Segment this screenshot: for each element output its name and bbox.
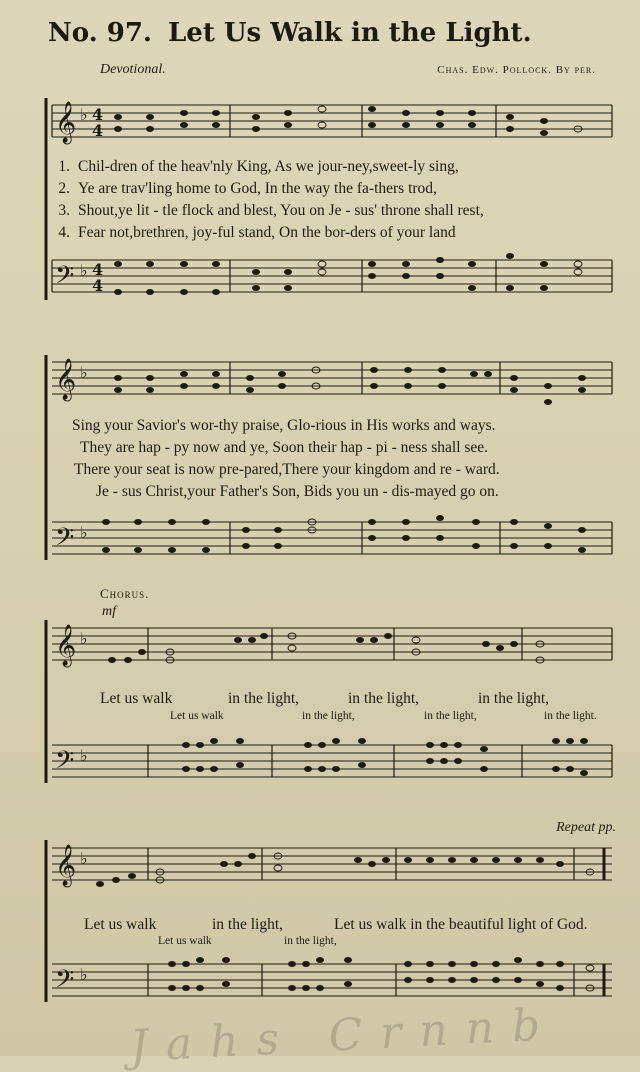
staff-treble-3 (52, 628, 612, 660)
treble-clef-icon: 𝄞 (55, 625, 77, 666)
svg-text:4: 4 (92, 276, 104, 295)
svg-text:4: 4 (92, 121, 104, 140)
bass-clef-icon: 𝄢 (55, 523, 75, 558)
verse-4-line-1: 4. Fear not,brethren, joy-ful stand, On the bor-ders of your land (58, 224, 456, 241)
hymn-number: No. 97. (48, 18, 152, 48)
chorus-lyric: in the light, (348, 690, 420, 707)
hymn-title: Let Us Walk in the Light. (168, 18, 532, 48)
verse-3-line-1: 3. Shout,ye lit - tle flock and blest, You on Je - sus' throne shall rest, (58, 202, 484, 219)
dynamic-mark: mf (102, 604, 116, 619)
svg-text:♭: ♭ (80, 849, 88, 868)
chorus-lyric: Let us walk (100, 690, 173, 707)
svg-text:4: 4 (92, 105, 104, 124)
chorus-lyric: Let us walk in the beautiful light of God. (334, 916, 588, 933)
treble-clef-icon: 𝄞 (55, 359, 77, 400)
svg-text:♭: ♭ (80, 523, 88, 542)
svg-text:♭: ♭ (80, 746, 88, 765)
repeat-instruction: Repeat pp. (556, 820, 616, 835)
chorus-bass-lyric: in the light, (424, 710, 477, 722)
chorus-lyric: in the light, (212, 916, 284, 933)
svg-text:♭: ♭ (80, 105, 88, 124)
verse-4-line-2: Je - sus Christ,your Father's Son, Bids you un - dis-mayed go on. (96, 483, 499, 500)
verse-3-line-2: There your seat is now pre-pared,There your kingdom and re - ward. (74, 461, 500, 478)
bass-clef-icon: 𝄢 (55, 261, 75, 296)
staff-treble-2 (52, 362, 612, 394)
verse-1-line-2: Sing your Savior's wor-thy praise, Glo-rious in His works and ways. (72, 417, 496, 434)
staff-treble-1 (52, 105, 612, 137)
chorus-lyric: in the light, (478, 690, 550, 707)
composer-credit: Chas. Edw. Pollock. By per. (437, 64, 596, 76)
svg-text:4: 4 (92, 260, 104, 279)
treble-clef-icon: 𝄞 (55, 102, 77, 143)
chorus-bass-lyric: Let us walk (170, 710, 224, 722)
bass-clef-icon: 𝄢 (55, 965, 75, 1000)
svg-text:♭: ♭ (80, 965, 88, 984)
tempo-marking: Devotional. (100, 62, 166, 77)
svg-text:♭: ♭ (80, 363, 88, 382)
chorus-bass-lyric: in the light, (284, 935, 337, 947)
handwritten-signature: Jahs Crnnb (128, 998, 560, 1072)
bass-clef-icon: 𝄢 (55, 746, 75, 781)
chorus-lyric: in the light, (228, 690, 300, 707)
staff-bass-3 (52, 745, 612, 777)
verse-2-line-2: They are hap - py now and ye, Soon their hap - pi - ness shall see. (80, 439, 489, 456)
treble-clef-icon: 𝄞 (55, 845, 77, 886)
chorus-bass-lyric: Let us walk (158, 935, 212, 947)
svg-text:♭: ♭ (80, 629, 88, 648)
staff-bass-1 (52, 260, 612, 292)
chorus-lyric: Let us walk (84, 916, 157, 933)
staff-bass-4 (52, 964, 612, 996)
chorus-label: Chorus. (100, 586, 150, 601)
svg-text:♭: ♭ (80, 261, 88, 280)
verse-2-line-1: 2. Ye are trav'ling home to God, In the way the fa-thers trod, (58, 180, 437, 197)
chorus-bass-lyric: in the light. (544, 710, 597, 722)
verse-1-line-1: 1. Chil-dren of the heav'nly King, As we jour-ney,sweet-ly sing, (58, 158, 459, 175)
chorus-bass-lyric: in the light, (302, 710, 355, 722)
staff-treble-4 (52, 848, 612, 880)
